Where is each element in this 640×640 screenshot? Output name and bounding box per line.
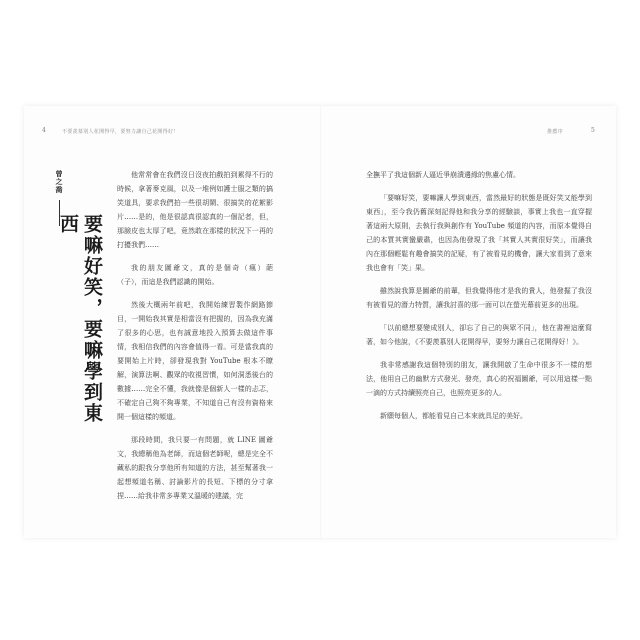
paragraph: 全撫平了我這個新人逼近爭崩潰邊緣的焦慮心情。 bbox=[366, 171, 520, 179]
paragraph: 新願每個人，都能看見自己本來就具足的美好。 bbox=[380, 412, 527, 420]
running-head: 推薦序 bbox=[547, 129, 563, 135]
paragraph: 那段時間，我只要一有問題，就 LINE 圖爺文，我總稱他為老師，而這個老師呢，總是完全不藏私的跟我分享他所有知道的方法，甚至幫著我一起想頻道名稱、討論影片的長短、下標的分寸拿捏……給我非常多專業又溫暖的建議，完 bbox=[117, 436, 273, 500]
book-spread bbox=[24, 106, 616, 538]
paragraph: 「要嘛好笑，要嘛讓人學到東西，當然最好的狀態是既好笑又能學到東西」，至今我仍舊深刻記得他和我分享的經驗談，事實上我也一直穿握著這兩大原則，去執行我與創作有 YouTube 頻道的內容，而原本覺得自己的本質其實蠻嚴肅，也因為他發現了我「其實人其實很好笑」，而讓我內在那個輕鬆有趣會搞笑的記疑，有了被看見的機會，讓大家看到了意來我也會有「笑」果。 bbox=[366, 194, 592, 272]
left-body-text bbox=[117, 168, 273, 512]
paragraph: 他常常會在我們沒日沒夜拍戲拍到累得不行的時候，拿著麥克風，以及一堆例如護士服之類的搞笑道具，要求我們拍一些很胡鬧、很搞笑的花絮影片……是的，他是很認真很認真的一個記者，但，那臉皮也太厚了吧，竟然敢在那樣的狀況下一再的打擾我們…… bbox=[117, 171, 273, 249]
chapter-label: 曾之喬 bbox=[55, 170, 63, 194]
paragraph: 雖然說我算是圖爺的前輩，但我覺得他才是我的貴人，他發掘了我沒有被看見的潛力特質，讓我討喜的那一面可以在螢光幕前更多的出現。 bbox=[366, 287, 592, 309]
paragraph: 我非常感謝我這個特別的朋友，讓我開啟了生命中很多不一樣的想法，他用自己的幽默方式發光、發亮，真心的祝福圖爺，可以用這樣一點一滴的方式持續照亮自己，也照亮更多的人。 bbox=[366, 361, 592, 397]
right-page bbox=[321, 106, 616, 538]
running-head: 不要羨慕別人花開得早，要努力讓自己花開得好！ bbox=[62, 129, 179, 135]
page-number: 4 bbox=[42, 127, 46, 134]
paragraph: 我的朋友圖爺文，真的是個奇（瘋）葩（子），而這是我們認識的開始。 bbox=[117, 264, 273, 286]
chapter-title: 要嘛好笑，要嘛學到東西 bbox=[57, 214, 103, 424]
right-body-text bbox=[366, 168, 592, 432]
paragraph: 「以前總想要變成別人，卻忘了自己的與眾不同」，他在書裡這麼寫著，如今他說，《不要羨慕別人花開得早，要努力讓自己花開得好！》。 bbox=[366, 324, 592, 346]
paragraph: 然後大概兩年前吧，我開始練習製作網路節目，一開始我其實是相當沒有把握的，因為我充滿了很多的心思，也有誠意地投入預算去做這件事情，我相信我們的內容會值得一看。可是當我真的要開始上片時，卻發現我對 YouTube 根本不瞭解，演算法啊、觀眾的收視習慣，如何洞悉後台的數據……完全不懂，我就像是個新人一樣的忐忑，不確定自己夠不夠專業，不知道自己有沒有資格來開一個這樣的頻道。 bbox=[117, 301, 273, 421]
page-number: 5 bbox=[591, 127, 595, 134]
left-page bbox=[24, 106, 320, 538]
